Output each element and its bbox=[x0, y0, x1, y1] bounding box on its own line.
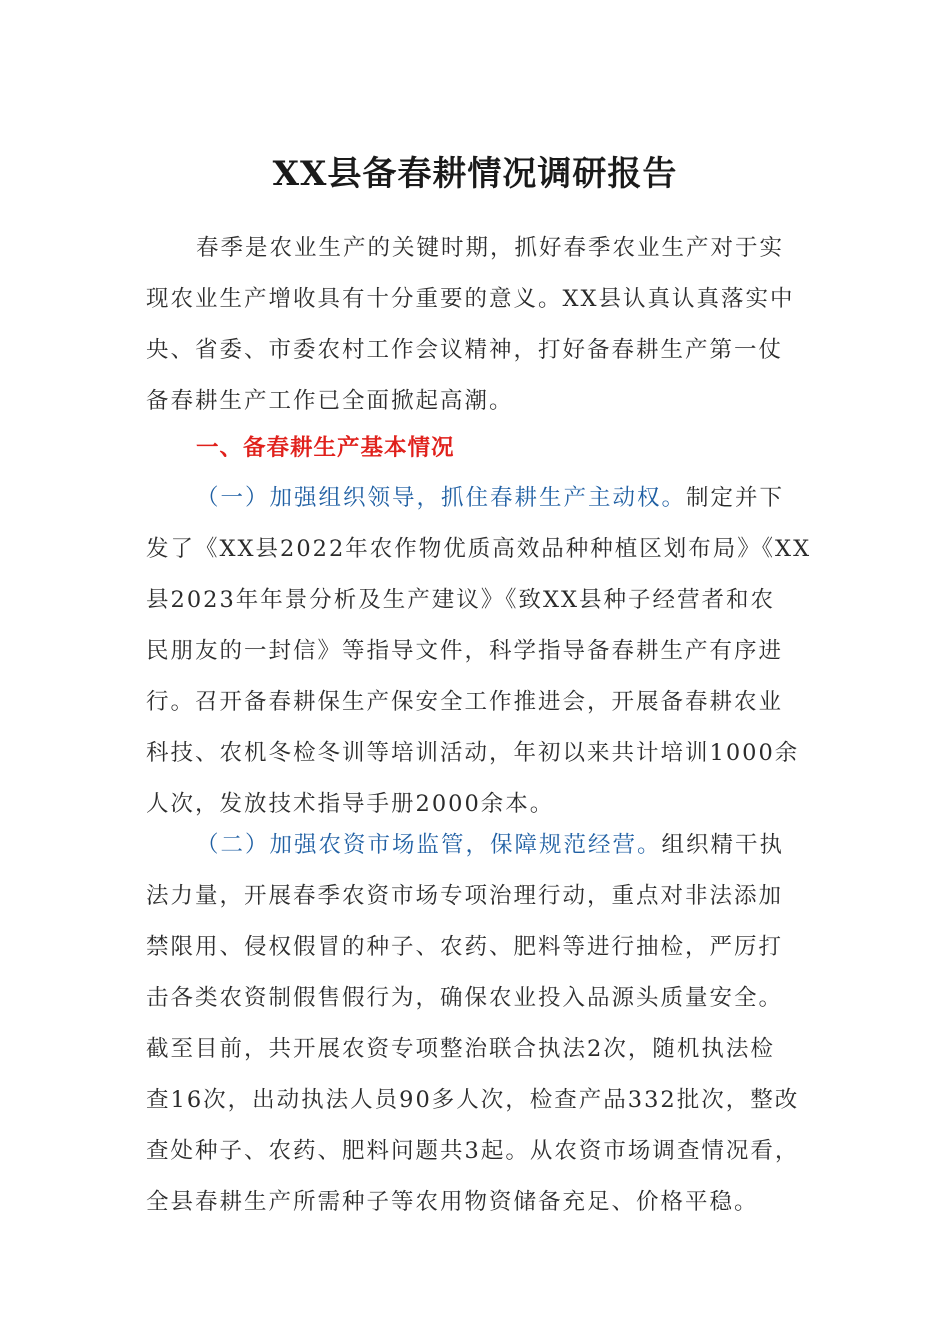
paragraph-line: 禁限用、侵权假冒的种子、农药、肥料等进行抽检，严厉打 bbox=[146, 934, 784, 960]
paragraph-line: 科技、农机冬检冬训等培训活动，年初以来共计培训1000余 bbox=[146, 740, 800, 766]
paragraph-line bbox=[146, 820, 806, 871]
paragraph-text: 制定并下 bbox=[686, 485, 785, 511]
subsection-1-paragraph bbox=[146, 473, 812, 830]
paragraph-line: 人次，发放技术指导手册2000余本。 bbox=[146, 791, 555, 817]
subsection-1-title: （一）加强组织领导，抓住春耕生产主动权。 bbox=[196, 485, 687, 511]
section-heading: 一、备春耕生产基本情况 bbox=[196, 435, 455, 461]
section-heading-block bbox=[146, 423, 806, 474]
paragraph-line: 发了《XX县2022年农作物优质高效品种种植区划布局》《XX bbox=[146, 536, 812, 562]
paragraph-line: 全县春耕生产所需种子等农用物资储备充足、价格平稳。 bbox=[146, 1189, 759, 1215]
paragraph-line: 民朋友的一封信》等指导文件，科学指导备春耕生产有序进 bbox=[146, 638, 784, 664]
subsection-2-paragraph bbox=[146, 820, 806, 1228]
paragraph-line: 央、省委、市委农村工作会议精神，打好备春耕生产第一仗 bbox=[146, 337, 784, 363]
paragraph-line: 备春耕生产工作已全面掀起高潮。 bbox=[146, 388, 514, 414]
paragraph-line: 击各类农资制假售假行为，确保农业投入品源头质量安全。 bbox=[146, 985, 784, 1011]
paragraph-text: 组织精干执 bbox=[661, 832, 785, 858]
paragraph-line: 现农业生产增收具有十分重要的意义。XX县认真认真落实中 bbox=[146, 286, 795, 312]
document-title: XX县备春耕情况调研报告 bbox=[272, 154, 678, 194]
paragraph-line: 查处种子、农药、肥料问题共3起。从农资市场调查情况看， bbox=[146, 1138, 800, 1164]
intro-paragraph bbox=[146, 223, 806, 427]
paragraph-line: 截至目前，共开展农资专项整治联合执法2次，随机执法检 bbox=[146, 1036, 775, 1062]
paragraph-line: 法力量，开展春季农资市场专项治理行动，重点对非法添加 bbox=[146, 883, 784, 909]
paragraph-line bbox=[146, 473, 806, 524]
paragraph-line: 县2023年年景分析及生产建议》《致XX县种子经营者和农 bbox=[146, 587, 776, 613]
subsection-2-title: （二）加强农资市场监管，保障规范经营。 bbox=[196, 832, 662, 858]
paragraph-line: 春季是农业生产的关键时期，抓好春季农业生产对于实 bbox=[196, 235, 785, 261]
paragraph-line: 查16次，出动执法人员90多人次，检查产品332批次，整改 bbox=[146, 1087, 800, 1113]
paragraph-line: 行。召开备春耕保生产保安全工作推进会，开展备春耕农业 bbox=[146, 689, 784, 715]
